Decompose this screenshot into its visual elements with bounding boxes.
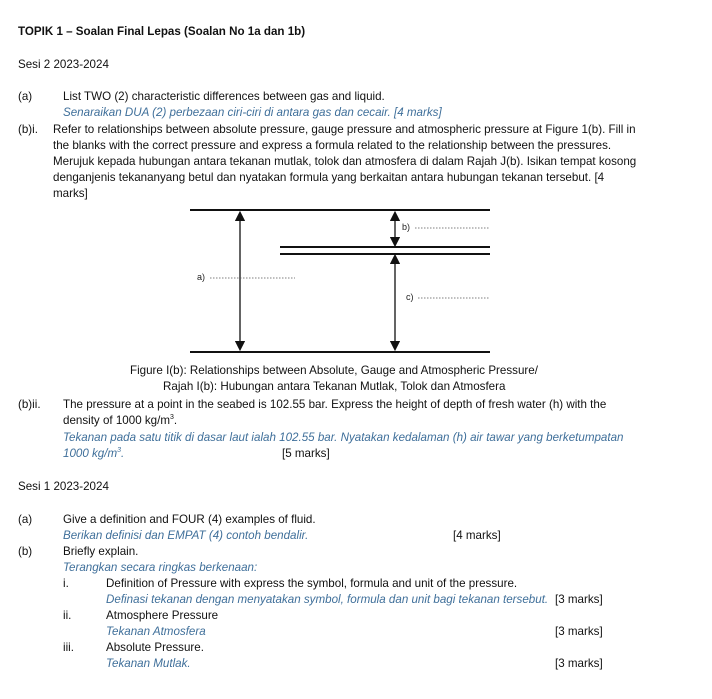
s1-question-a-english: Give a definition and FOUR (4) examples of fluid. xyxy=(63,513,316,526)
s1-b-item-num: i. xyxy=(63,577,69,590)
blank-label-b: b) xyxy=(402,222,411,232)
question-bii-malay-line1: Tekanan pada satu titik di dasar laut ialah 102.55 bar. Nyatakan kedalaman (h) air tawar yang berketumpatan xyxy=(63,431,624,444)
session-1-title: Sesi 1 2023-2024 xyxy=(18,480,109,493)
s1-question-b-english: Briefly explain. xyxy=(63,545,139,558)
blank-label-a: a) xyxy=(197,272,206,282)
question-bi-malay-line1: Merujuk kepada hubungan antara tekanan mutlak, tolok dan atmosfera di dalam Rajah J(b). Isikan tempat kosong xyxy=(53,155,637,168)
question-bi-malay-line3: marks] xyxy=(53,187,88,200)
s1-b-item-malay: Tekanan Mutlak. xyxy=(106,657,191,670)
pressure-relationship-figure xyxy=(190,204,500,362)
s1-b-item-english: Definition of Pressure with express the symbol, formula and unit of the pressure. xyxy=(106,577,518,590)
figure-caption-malay: Rajah I(b): Hubungan antara Tekanan Mutlak, Tolok dan Atmosfera xyxy=(163,380,506,393)
s1-b-item-num: iii. xyxy=(63,641,74,654)
question-a-english: List TWO (2) characteristic differences between gas and liquid. xyxy=(63,90,385,103)
s1-b-item-num: ii. xyxy=(63,609,72,622)
s1-question-b-label: (b) xyxy=(18,545,33,558)
figure-caption-english: Figure I(b): Relationships between Absolute, Gauge and Atmospheric Pressure/ xyxy=(130,364,538,377)
question-bi-english-line2: the blanks with the correct pressure and express a formula related to the relationship between the pressures. xyxy=(53,139,612,152)
s1-b-item-malay: Definasi tekanan dengan menyatakan symbol, formula dan unit bagi tekanan tersebut. xyxy=(106,593,549,606)
s1-question-b-malay: Terangkan secara ringkas berkenaan: xyxy=(63,561,258,574)
page-title: TOPIK 1 – Soalan Final Lepas (Soalan No 1a dan 1b) xyxy=(18,25,306,38)
blank-label-c: c) xyxy=(406,292,414,302)
s1-b-item-english: Absolute Pressure. xyxy=(106,641,204,654)
s1-b-item-malay: Tekanan Atmosfera xyxy=(106,625,206,638)
question-bi-english-line1: Refer to relationships between absolute pressure, gauge pressure and atmospheric pressure at Figure 1(b). Fill in xyxy=(53,123,636,136)
question-bii-english-line2: density of 1000 $kg/m^3$. xyxy=(63,414,178,427)
session-2-title: Sesi 2 2023-2024 xyxy=(18,58,109,71)
question-bi-label: (b)i. xyxy=(18,123,38,136)
question-bii-label: (b)ii. xyxy=(18,398,41,411)
question-bi-malay-line2: denganjenis tekananyang betul dan nyatakan formula yang berkaitan antara hubungan tekanan tersebut. [4 xyxy=(53,171,605,184)
question-a-malay: Senaraikan DUA (2) perbezaan ciri-ciri di antara gas dan cecair. [4 marks] xyxy=(63,106,442,119)
question-bii-malay-line2: 1000 $kg/m^3$. xyxy=(63,447,125,460)
s1-b-item-marks: [3 marks] xyxy=(555,625,603,638)
s1-question-a-malay: Berikan definisi dan EMPAT (4) contoh bendalir. xyxy=(63,529,309,542)
question-bii-marks: [5 marks] xyxy=(282,447,330,460)
s1-b-item-marks: [3 marks] xyxy=(555,657,603,670)
s1-b-item-english: Atmosphere Pressure xyxy=(106,609,219,622)
question-bii-english-line1: The pressure at a point in the seabed is 102.55 bar. Express the height of depth of fresh water (h) with the xyxy=(63,398,607,411)
question-a-label: (a) xyxy=(18,90,33,103)
s1-question-a-marks: [4 marks] xyxy=(453,529,501,542)
s1-b-item-marks: [3 marks] xyxy=(555,593,603,606)
s1-question-a-label: (a) xyxy=(18,513,33,526)
